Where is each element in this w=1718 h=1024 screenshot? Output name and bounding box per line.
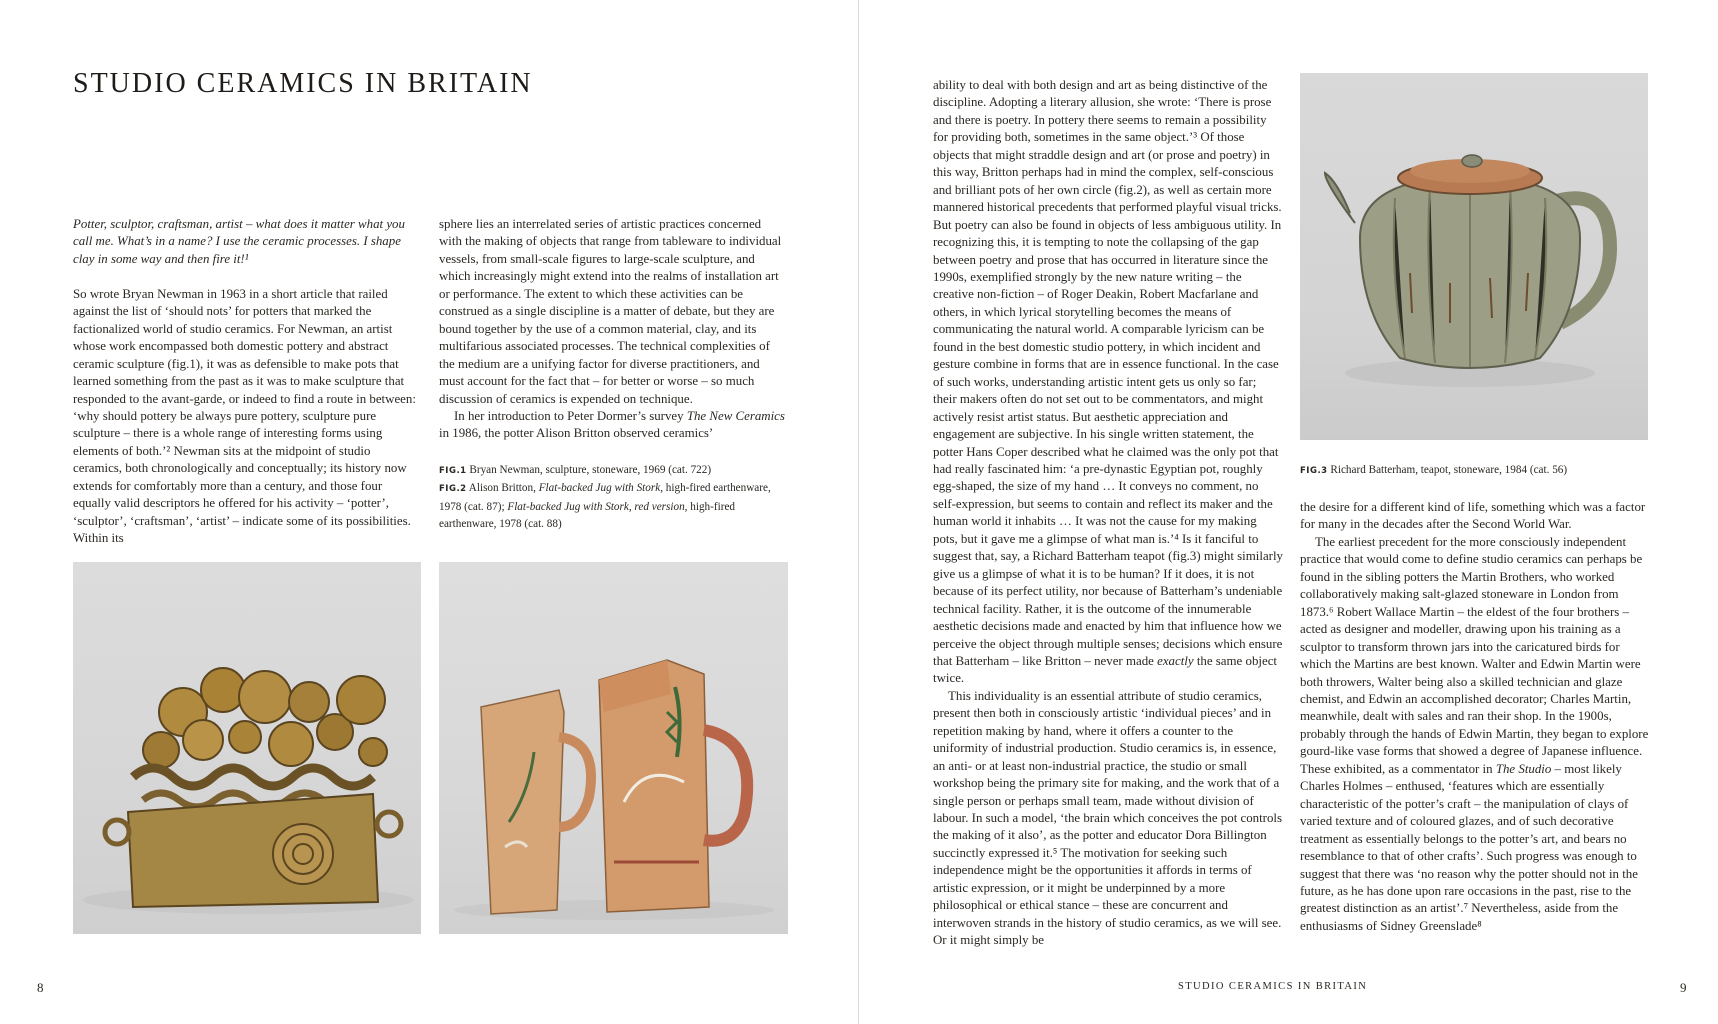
folio-left: 8 [37, 980, 44, 995]
figure-2-photo [439, 562, 788, 934]
running-head: STUDIO CERAMICS IN BRITAIN [1178, 981, 1368, 992]
body-paragraph: In her introduction to Peter Dormer’s survey The New Ceramics in 1986, the potter Alison Britton observed ceramics’ [439, 408, 785, 441]
body-paragraph: the desire for a different kind of life, something which was a factor for many in the decades after the Second World War. [1300, 500, 1646, 532]
caption-fig3: FIG.3 Richard Batterham, teapot, stoneware, 1984 (cat. 56) [1300, 464, 1568, 476]
text-column-3 [933, 77, 1283, 950]
body-paragraph: The earliest precedent for the more consciously independent practice that would come to define studio ceramics can perhaps be found in the sibling potters the Martin Brothers, who worked collaboratively making salt-glazed stoneware in London from 1873.⁶ Robert Wallace Martin – the eldest of the four brothers – acted as designer and modeller, drawing upon his training as a sculptor to transform thrown jars into the caricatured birds for which the Martins are best known. Walter and Edwin Martin were both throwers, Walter being also a skilled technician and glaze chemist, and Edwin an accomplished decorator; Charles Martin, meanwhile, dealt with sales and ran their shop. In the 1900s, probably through the hands of Edwin Martin, they began to explore gourd-like vase forms that showed a degree of Japanese influence. These exhibited, as a commentator in The Studio – most likely Charles Holmes – enthused, ‘features which are essentially characteristic of the potter’s craft – the manipulation of clays of varied texture and of coloured glazes, and of such decorative treatment as essentially belongs to the potter’s art, and bears no resemblance to that of other crafts’. Such progress was enough to suggest that there was ‘no reason why the potter should not in the future, as he has done upon rare occasions in the past, rise to the greatest distinction as an artist’.⁷ Nevertheless, aside from the enthusiasms of Sidney Greenslade⁸ [1300, 534, 1649, 933]
body-paragraph: sphere lies an interrelated series of artistic practices concerned with the making of objects that range from tableware to individual vessels, from small-scale figures to large-scale sculpture, and which increasingly might extend into the realms of installation art or performance. The extent to which these activities can be construed as a single discipline is a matter of debate, but they are bound together by the use of a common material, clay, and its multifarious associated processes. The technical complexities of the medium are a unifying factor for diverse practitioners, and must account for the fact that – for better or worse – so much discussion of ceramics is expended on technique. [439, 217, 782, 406]
figure-1-photo [73, 562, 421, 934]
body-paragraph: This individuality is an essential attribute of studio ceramics, present then both in consciously artistic ‘individual pieces’ and in repetition making by hand, where it offers a counter to the uniformity of industrial production. Studio ceramics is, in essence, an anti- or at least non-industrial practice, the studio or small workshop being the primary site for making, and the work that of a single person or perhaps small team, made without division of labour. In such a model, ‘the brain which conceives the pot controls the making of it also’, as the potter and educator Dora Billington succinctly expressed it.⁵ The motivation for seeking such independence might be the opportunities it affords in terms of artistic expression, or it might be underpinned by a more philosophical or ethical stance – these are concurrent and interwoven strands in the history of studio ceramics, as we will see. Or it might simply be [933, 688, 1283, 948]
figure-captions [439, 462, 789, 533]
figure-3-photo [1300, 73, 1648, 440]
text-column-2 [439, 216, 787, 443]
intro-quote: Potter, sculptor, craftsman, artist – what does it matter what you call me. What’s in a name? I use the ceramic processes. I shape clay in some way and then fire it!¹ [73, 217, 405, 266]
figure-caption-3 [1300, 462, 1660, 480]
body-paragraph: So wrote Bryan Newman in 1963 in a short article that railed against the list of ‘should nots’ for potters that marked the factionalized world of studio ceramics. For Newman, an artist whose work encompassed both domestic pottery and abstract ceramic sculpture (fig.1), it was as defensible to make pots that learned something from the past as it was to make sculpture that responded to the avant-garde, or indeed to find a route in between: ‘why should pottery be always pure pottery, sculpture pure sculpture – there is a whole range of interesting forms using elements of both.’² Newman sits at the midpoint of studio ceramics, both chronologically and conceptually; its history now extends for comfortably more than a century, and those four equally valid descriptors he offered for his activity – ‘potter’, ‘sculptor’, ‘craftsman’, ‘artist’ – indicate some of its possibilities. Within its [73, 286, 416, 546]
folio-right: 9 [1680, 980, 1687, 995]
page-title: STUDIO CERAMICS IN BRITAIN [73, 68, 533, 99]
body-paragraph: ability to deal with both design and art as being distinctive of the discipline. Adopting a literary allusion, she wrote: ‘There is prose and there is poetry. In pottery there seems to remain a possibility for providing both, sometimes in the same object.’³ Of those objects that might straddle design and art (or prose and poetry) in this way, Britton perhaps had in mind the complex, self-conscious and brilliant pots of her own circle (fig.2), as well as certain more mannered historical precedents that performed playful visual tricks. But poetry can also be found in objects of less ambiguous utility. In recognizing this, it is tempting to note the collapsing of the gap between poetry and prose that has occurred in literature since the 1990s, exemplified strongly by the new nature writing – the creative non-fiction – of Roger Deakin, Robert Macfarlane and others, in which lyrical storytelling becomes the means of communicating the natural world. A comparable lyricism can be found in the best domestic studio pottery, in which incident and gesture combine in forms that are in essence functional. In the case of such works, understanding artistic intent gets us only so far; their makers often do not set out to be commentators, and might actively resist artist status. But aesthetic appreciation and engagement are subjective. In his single written statement, the potter Hans Coper described what he claimed was the only pot that had really fascinated him: ‘a pre-dynastic Egyptian pot, roughly egg-shaped, the size of my hand … It conveys no comment, no self-expression, but seems to contain and reflect its maker and the human world it inhabits … It was not the cause for my making pots, but it gave me a glimpse of what man is.’⁴ Is it fanciful to suggest that, say, a Richard Batterham teapot (fig.3) might similarly give us a glimpse of what it is to be human? If it does, it is not because of its perfect utility, nor because of Batterham’s undeniable technical facility. Rather, it is the outcome of the innumerable aesthetic decisions made and enacted by him that influence how we perceive the object through multiple senses; decisions which ensure that Batterham – like Britton – never made exactly the same object twice. [933, 78, 1283, 686]
caption-fig1: FIG.1 Bryan Newman, sculpture, stoneware, 1969 (cat. 722) [439, 464, 712, 476]
left-page [0, 0, 858, 1024]
text-column-4 [1300, 499, 1650, 935]
text-column-1 [73, 216, 421, 548]
caption-fig2: FIG.2 Alison Britton, Flat-backed Jug with Stork, high-fired earthenware, 1978 (cat. 87); Flat-backed Jug with Stork, red version, high-fired earthenware, 1978 (cat. 88) [439, 482, 771, 530]
